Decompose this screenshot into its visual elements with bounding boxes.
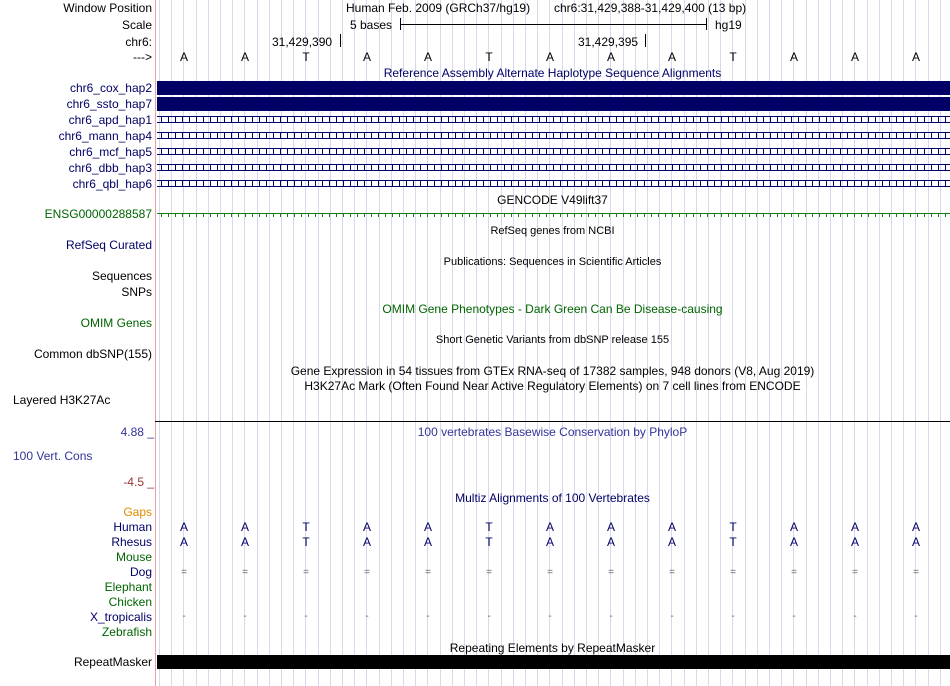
human-base: T (302, 520, 310, 534)
dog-gap-symbol: = (730, 567, 736, 578)
base-letter: A (423, 50, 432, 64)
species-label-mouse[interactable]: Mouse (115, 550, 152, 564)
snps-label[interactable]: SNPs (121, 285, 152, 299)
dog-gap-symbol: = (486, 567, 492, 578)
human-base: A (240, 520, 249, 534)
phylop-max-label: 4.88 _ (120, 425, 154, 439)
chrom-label: chr6: (125, 35, 152, 49)
species-label-dog[interactable]: Dog (129, 565, 152, 579)
hap-bar-ssto-hap7[interactable] (157, 97, 950, 111)
base-letter: A (545, 50, 554, 64)
scale-db: hg19 (715, 18, 742, 32)
repeat-label[interactable]: RepeatMasker (73, 655, 152, 669)
h3k27ac-title[interactable]: H3K27Ac Mark (Often Found Near Active Regulatory Elements) on 7 cell lines from ENCODE (304, 379, 801, 393)
hap-label-chr6-cox-hap2[interactable]: chr6_cox_hap2 (69, 81, 152, 95)
human-base: A (423, 520, 432, 534)
dog-gap-symbol: = (364, 567, 370, 578)
hap-label-chr6-apd-hap1[interactable]: chr6_apd_hap1 (68, 113, 152, 127)
repeat-title[interactable]: Repeating Elements by RepeatMasker (449, 641, 656, 655)
base-letter: A (850, 50, 859, 64)
xtropicalis-gap-symbol: - (365, 611, 369, 622)
human-base: A (911, 520, 920, 534)
dog-gap-symbol: = (608, 567, 614, 578)
dog-gap-symbol: = (669, 567, 675, 578)
xtropicalis-gap-symbol: - (243, 611, 247, 622)
xtropicalis-gap-symbol: - (304, 611, 308, 622)
refseq-label[interactable]: RefSeq Curated (65, 238, 152, 252)
species-label-chicken[interactable]: Chicken (108, 595, 152, 609)
dbsnp-title[interactable]: Short Genetic Variants from dbSNP release 155 (435, 334, 670, 346)
hap-label-chr6-dbb-hap3[interactable]: chr6_dbb_hap3 (68, 161, 152, 175)
omim-label[interactable]: OMIM Genes (80, 316, 152, 330)
rhesus-base: A (606, 535, 615, 549)
base-letter: A (179, 50, 188, 64)
human-base: A (362, 520, 371, 534)
rhesus-base: A (240, 535, 249, 549)
hap-bar-dbb-hap3[interactable] (157, 164, 950, 171)
hap-bar-qbl-hap6[interactable] (157, 180, 950, 187)
sequences-label[interactable]: Sequences (91, 269, 152, 283)
xtropicalis-gap-symbol: - (548, 611, 552, 622)
assembly-text: Human Feb. 2009 (GRCh37/hg19) (346, 1, 531, 15)
species-label-human[interactable]: Human (113, 520, 152, 534)
rhesus-base: A (362, 535, 371, 549)
base-letter: A (606, 50, 615, 64)
base-letter: T (729, 50, 737, 64)
gencode-title[interactable]: GENCODE V49lift37 (497, 193, 608, 207)
xtropicalis-gap-symbol: - (853, 611, 857, 622)
xtropicalis-gap-symbol: - (914, 611, 918, 622)
rhesus-base: A (789, 535, 798, 549)
scale-text: 5 bases (350, 18, 393, 32)
hap-label-chr6-ssto-hap7[interactable]: chr6_ssto_hap7 (66, 97, 152, 111)
dbsnp-label[interactable]: Common dbSNP(155) (33, 347, 152, 361)
dog-gap-symbol: = (913, 567, 919, 578)
tick-label-2: 31,429,395 (578, 35, 639, 49)
xtropicalis-gap-symbol: - (792, 611, 796, 622)
base-letter: A (911, 50, 920, 64)
human-base: T (729, 520, 737, 534)
multiz-title[interactable]: Multiz Alignments of 100 Vertebrates (455, 491, 650, 505)
hap-bar-mann-hap4[interactable] (157, 132, 950, 139)
dog-gap-symbol: = (181, 567, 187, 578)
refseq-title[interactable]: RefSeq genes from NCBI (490, 225, 615, 237)
xtropicalis-gap-symbol: - (487, 611, 491, 622)
dog-gap-symbol: = (852, 567, 858, 578)
dog-gap-symbol: = (425, 567, 431, 578)
rhesus-base: A (911, 535, 920, 549)
hap-bar-apd-hap1[interactable] (157, 116, 950, 123)
dog-gap-symbol: = (547, 567, 553, 578)
human-base: A (789, 520, 798, 534)
phylop-title[interactable]: 100 vertebrates Basewise Conservation by PhyloP (417, 425, 688, 439)
gencode-gene-label[interactable]: ENSG00000288587 (44, 207, 152, 221)
hap-label-chr6-mann-hap4[interactable]: chr6_mann_hap4 (58, 129, 152, 143)
species-label-rhesus[interactable]: Rhesus (111, 535, 152, 549)
human-base: A (179, 520, 188, 534)
base-letter: T (302, 50, 310, 64)
hap-bar-cox-hap2[interactable] (157, 81, 950, 95)
xtropicalis-gap-symbol: - (731, 611, 735, 622)
human-base: A (850, 520, 859, 534)
rhesus-base: A (667, 535, 676, 549)
phylop-min-label: -4.5 _ (123, 475, 154, 489)
species-label-gaps[interactable]: Gaps (123, 505, 152, 519)
sequences-title[interactable]: Publications: Sequences in Scientific Articles (443, 256, 662, 268)
position-text: chr6:31,429,388-31,429,400 (13 bp) (554, 1, 747, 15)
rhesus-base: A (423, 535, 432, 549)
human-base: T (485, 520, 493, 534)
rhesus-base: A (545, 535, 554, 549)
species-label-zebrafish[interactable]: Zebrafish (101, 625, 152, 639)
alt-haplotypes-title[interactable]: Reference Assembly Alternate Haplotype Sequence Alignments (383, 66, 722, 80)
rhesus-base: A (850, 535, 859, 549)
base-letter: A (362, 50, 371, 64)
tick-mark-1 (340, 34, 341, 47)
scale-label: Scale (121, 18, 152, 32)
strand-label: ---> (133, 50, 152, 64)
h3k27ac-label[interactable]: Layered H3K27Ac (13, 393, 111, 407)
rhesus-base: A (179, 535, 188, 549)
scale-bar (400, 18, 707, 28)
gencode-gene-bar[interactable] (157, 213, 950, 217)
hap-label-chr6-mcf-hap5[interactable]: chr6_mcf_hap5 (69, 145, 152, 159)
hap-bar-mcf-hap5[interactable] (157, 148, 950, 155)
base-letter: A (667, 50, 676, 64)
phylop-label[interactable]: 100 Vert. Cons (13, 449, 93, 463)
base-letter: A (789, 50, 798, 64)
h3k27ac-baseline (155, 421, 950, 422)
window-position-label: Window Position (63, 1, 152, 15)
human-base: A (667, 520, 676, 534)
repeat-bar[interactable] (157, 655, 950, 669)
tick-label-1: 31,429,390 (272, 35, 333, 49)
dog-gap-symbol: = (242, 567, 248, 578)
dog-gap-symbol: = (791, 567, 797, 578)
tick-mark-2 (645, 34, 646, 47)
rhesus-base: T (485, 535, 493, 549)
base-letter: T (485, 50, 493, 64)
rhesus-base: T (302, 535, 310, 549)
human-base: A (545, 520, 554, 534)
xtropicalis-gap-symbol: - (182, 611, 186, 622)
xtropicalis-gap-symbol: - (670, 611, 674, 622)
gtex-title[interactable]: Gene Expression in 54 tissues from GTEx RNA-seq of 17382 samples, 948 donors (V8, Aug 2019) (290, 364, 815, 378)
rhesus-base: T (729, 535, 737, 549)
dog-gap-symbol: = (303, 567, 309, 578)
base-letter: A (240, 50, 249, 64)
xtropicalis-gap-symbol: - (609, 611, 613, 622)
human-base: A (606, 520, 615, 534)
xtropicalis-gap-symbol: - (426, 611, 430, 622)
omim-title[interactable]: OMIM Gene Phenotypes - Dark Green Can Be Disease-causing (382, 302, 723, 316)
species-label-x-tropicalis[interactable]: X_tropicalis (89, 610, 152, 624)
species-label-elephant[interactable]: Elephant (104, 580, 152, 594)
hap-label-chr6-qbl-hap6[interactable]: chr6_qbl_hap6 (72, 177, 152, 191)
